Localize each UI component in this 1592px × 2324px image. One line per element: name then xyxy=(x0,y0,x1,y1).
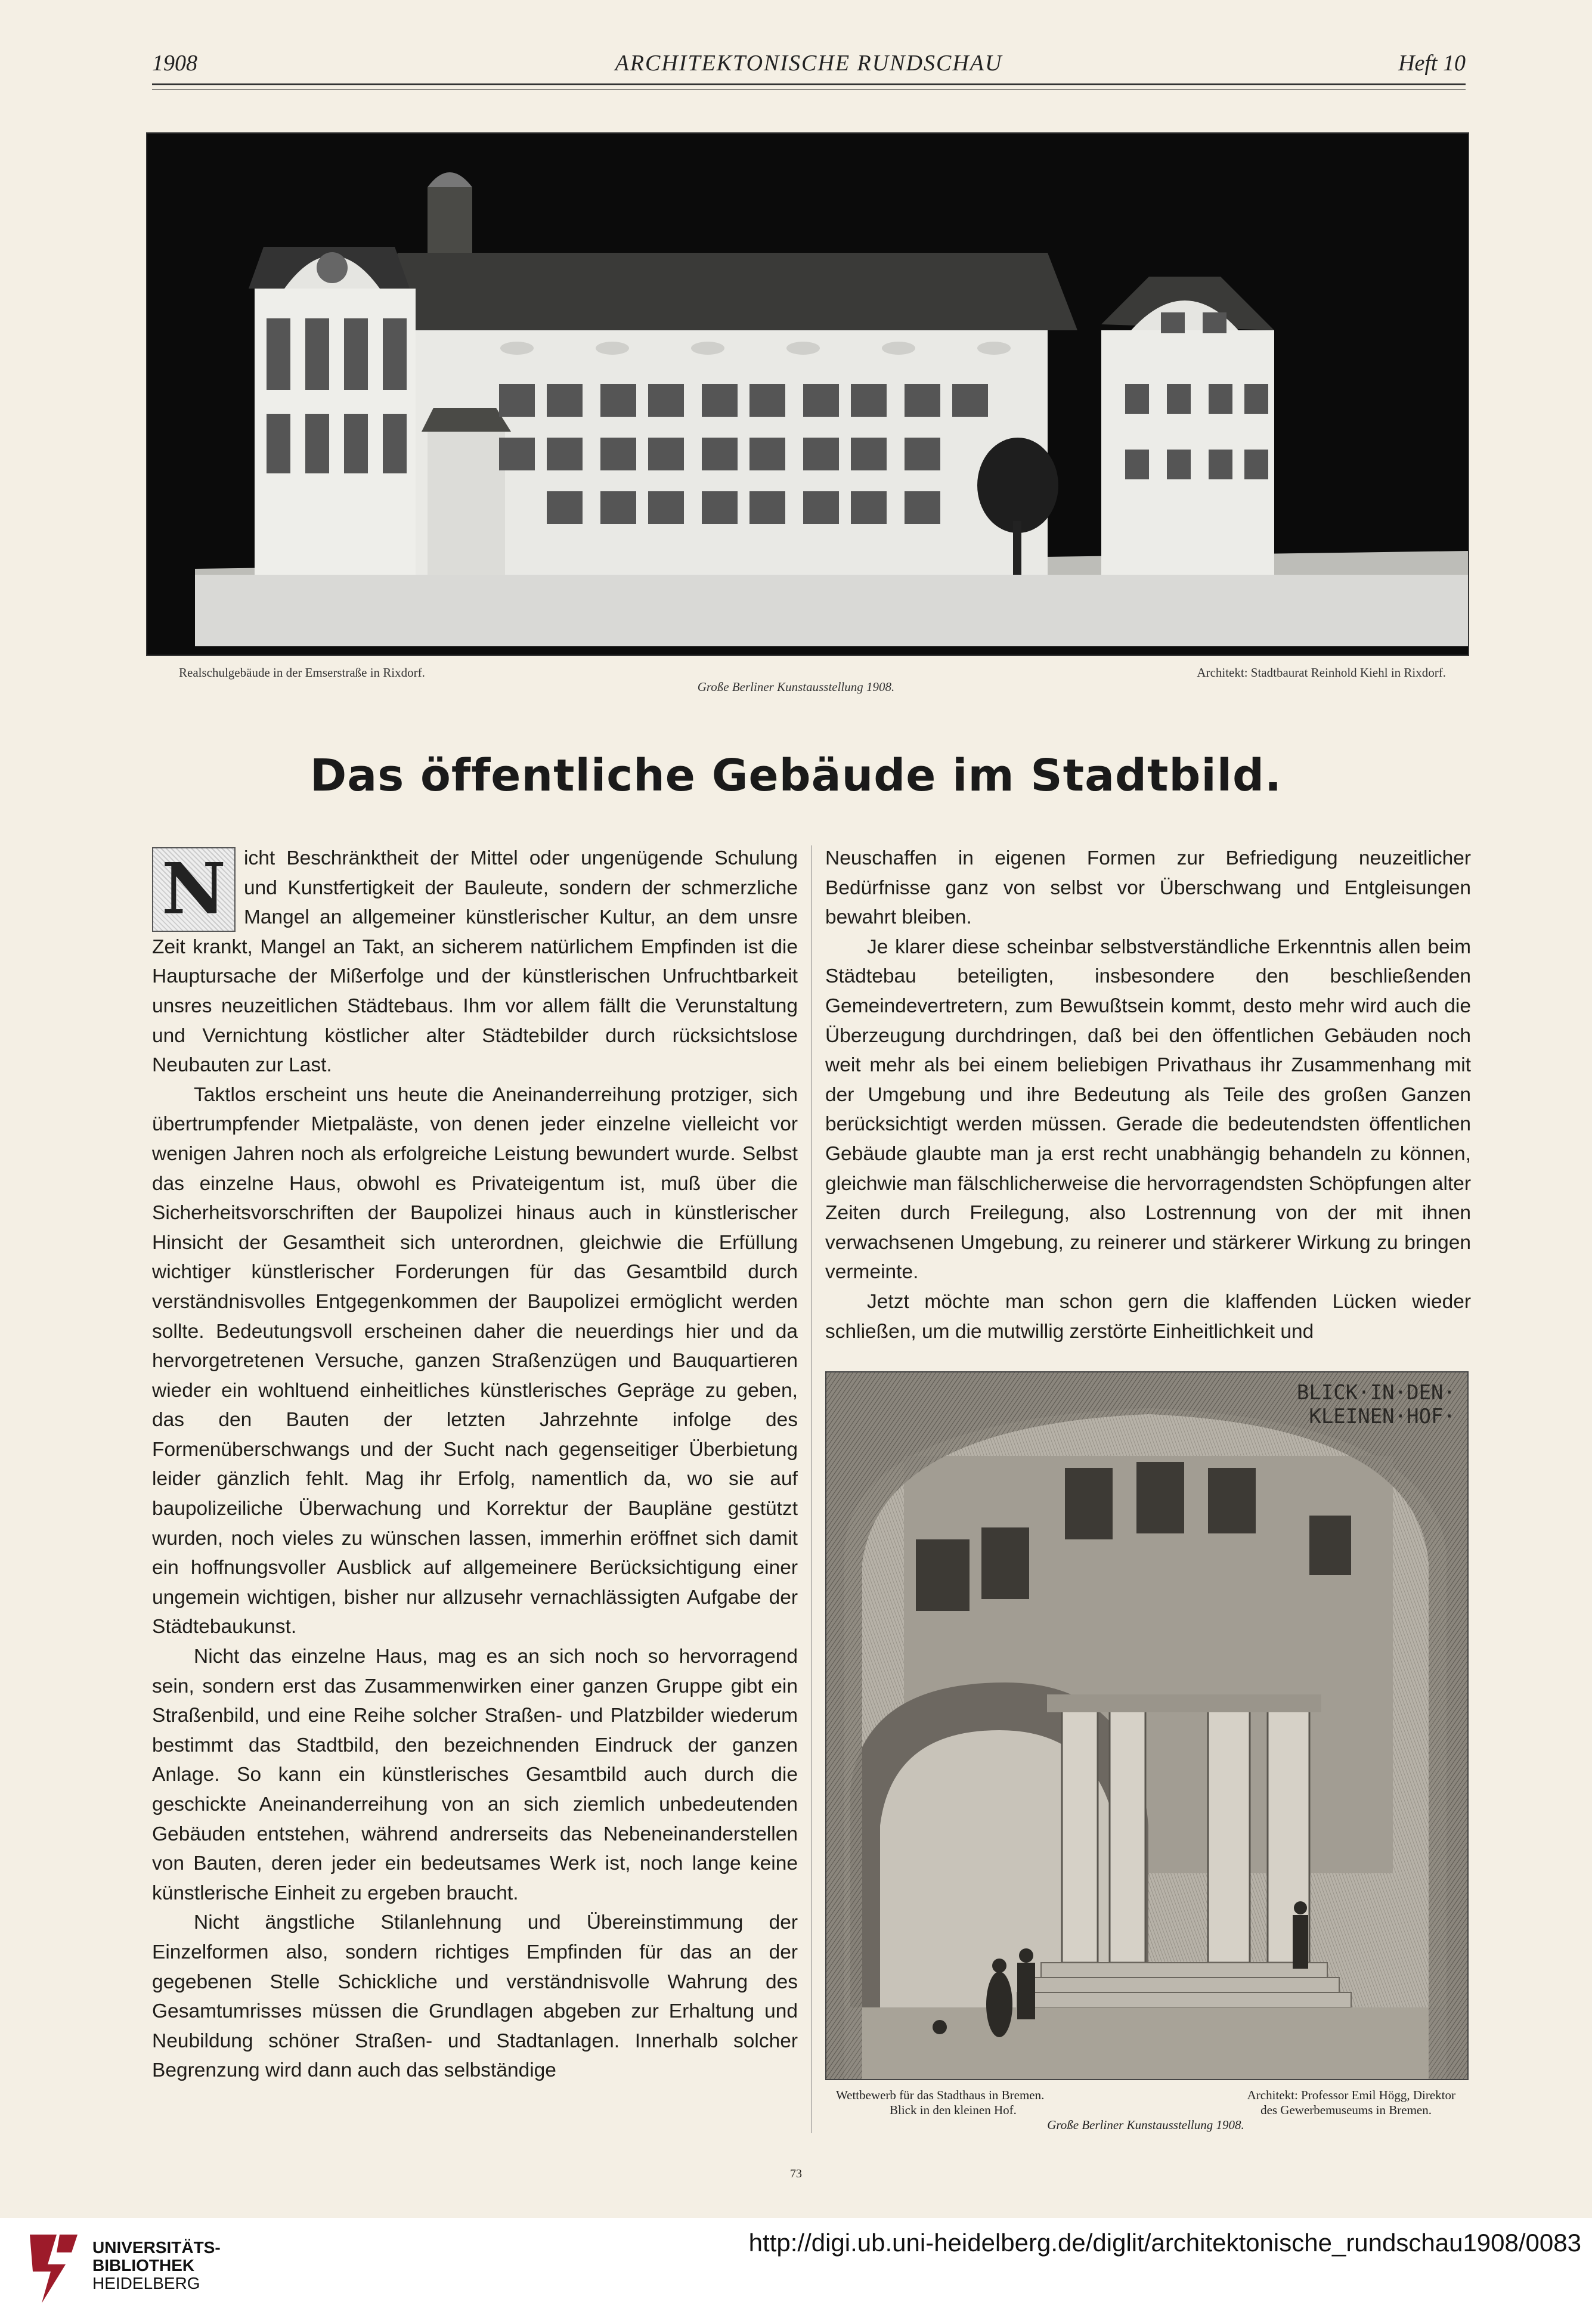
figure-courtyard-drawing xyxy=(825,1371,1469,2080)
page-number: 73 xyxy=(790,2167,802,2180)
figure2-caption-left2: Blick in den kleinen Hof. xyxy=(890,2103,1017,2117)
library-name xyxy=(92,2239,221,2292)
header-rule xyxy=(152,83,1466,85)
figure1-caption-left: Realschulgebäude in der Emserstraße in Rixdorf. xyxy=(179,665,425,680)
column-divider xyxy=(811,845,812,2133)
library-logo-icon xyxy=(24,2229,83,2306)
paragraph: Je klarer diese scheinbar selbstverständliche Erkenntnis allen beim Städtebau beteiligten, insbesondere den beschließenden Gemeindevertretern, zum Bewußtsein kommt, desto mehr wird auch die Überzeugung durchdringen, daß bei den öffentlichen Gebäuden noch weit mehr als bei einem beliebigen Privathaus ihr Zusammenhang mit der Umgebung und ihre Bedeutung als Teile des großen Ganzen berücksichtigt werden müssen. Gerade die bedeutendsten öffentlichen Gebäude glaubte man ja erst recht unabhängig behandeln zu können, gleichwie man fälschlicherweise die hervorragendsten Schöpfungen alter Zeiten durch Freilegung, also Lostrennung von der mit ihnen verwachsenen Umgebung, zu reinerer und stärkerer Wirkung zu bringen vermeinte. xyxy=(825,935,1471,1284)
article-title: Das öffentliche Gebäude im Stadtbild. xyxy=(309,750,1283,801)
left-column xyxy=(152,844,798,2086)
figure1-caption-right: Architekt: Stadtbaurat Reinhold Kiehl in Rixdorf. xyxy=(1197,665,1446,680)
right-column xyxy=(825,844,1471,1346)
dropcap-letter: N xyxy=(162,847,226,930)
header-issue: Heft 10 xyxy=(1398,51,1466,76)
source-url-link[interactable]: http://digi.ub.uni-heidelberg.de/diglit/architektonische_rundschau1908/0083 xyxy=(748,2229,1581,2257)
courtyard-illustration xyxy=(826,1372,1467,2079)
figure2-caption-center: Große Berliner Kunstausstellung 1908. xyxy=(1047,2118,1244,2132)
paragraph: Nicht das einzelne Haus, mag es an sich noch so hervorragend sein, sondern erst das Zusammenwirken einer ganzen Gruppe gibt ein Straßenbild, und eine Reihe solcher Straßen- und Platzbilder wiederum bestimmt das Stadtbild, den bezeichnenden Eindruck der ganzen Anlage. So kann ein künstlerisches Gesamtbild auch durch die geschickte Aneinanderreihung von an sich ziemlich unbedeutenden Gebäuden entstehen, während andrerseits das Nebeneinanderstellen von Bauten, deren jeder ein bedeutsames Werk ist, noch lange keine künstlerische Einheit zu ergeben braucht. xyxy=(152,1646,798,1904)
paragraph: icht Beschränktheit der Mittel oder ungenügende Schulung und Kunstfertigkeit der Bauleute, sondern der schmerzliche Mangel an allgemeiner künstlerischer Kultur, an dem unsre Zeit krankt, Mangel an Takt, an sicherem natürlichem Empfinden ist die Hauptursache der Mißerfolge und der künstlerischen Unfruchtbarkeit unsres neuzeitlichen Städtebaus. Ihm vor allem fällt die Verunstaltung und Vernichtung köstlicher alter Städtebilder durch rücksichtslose Neubauten zur Last. xyxy=(152,847,798,1077)
figure-school-building-photo xyxy=(146,132,1469,656)
figure2-caption xyxy=(825,2088,1466,2133)
running-header xyxy=(152,48,1466,85)
library-line-1: UNIVERSITÄTS- xyxy=(92,2238,221,2257)
school-building-illustration xyxy=(147,134,1468,655)
header-rule-thin xyxy=(152,89,1466,90)
library-line-3: HEIDELBERG xyxy=(92,2274,200,2292)
library-line-2: BIBLIOTHEK xyxy=(92,2256,195,2275)
header-journal: ARCHITEKTONISCHE RUNDSCHAU xyxy=(615,51,1003,76)
header-year: 1908 xyxy=(152,51,197,76)
inscription-line-1: BLICK·IN·DEN· xyxy=(1296,1381,1455,1405)
paragraph: Jetzt möchte man schon gern die klaffenden Lücken wieder schließen, um die mutwillig zerstörte Einheitlichkeit und xyxy=(825,1290,1471,1343)
figure2-caption-right1: Architekt: Professor Emil Högg, Direktor xyxy=(1247,2088,1455,2102)
inscription-line-2: KLEINEN·HOF· xyxy=(1309,1405,1455,1429)
paragraph: Nicht ängstliche Stilanlehnung und Übereinstimmung der Einzelformen also, sondern richtiges Empfinden für das an der gegebenen Stelle Schickliche und verständnisvolle Wahrung des Gesamtumrisses müssen die Grundlagen abgeben zur Erhaltung und Neubildung schöner Straßen- und Stadtanlagen. Innerhalb solcher Begrenzung wird dann auch das selbständige xyxy=(152,1911,798,2082)
figure1-caption-center: Große Berliner Kunstausstellung 1908. xyxy=(697,680,895,694)
paragraph: Taktlos erscheint uns heute die Aneinanderreihung protziger, sich übertrumpfender Mietpaläste, von denen jeder einzelne vielleicht vor wenigen Jahren noch als erfolgreiche Leistung bewundert wurde. Selbst das einzelne Haus, obwohl es Privateigentum ist, muß über die Sicherheitsvorschriften der Baupolizei hinaus auch in künstlerischer Hinsicht der Gesamtheit sich unterordnen, gleichwie die Erfüllung wichtiger künstlerischer Forderungen für das Gesamtbild durch verständnisvolles Entgegenkommen der Baupolizei ermöglicht werden sollte. Bedeutungsvoll erscheinen daher die neuerdings hier und da hervorgetretenen Versuche, ganzen Straßenzügen und Bauquartieren wieder ein wohltuend einheitliches künstlerisches Gepräge zu geben, das den Bauten der letzten Jahrzehnte infolge des Formenüberschwangs und der Sucht nach gegenseitiger Überbietung leider gänzlich fehlt. Mag ihr Erfolg, namentlich da, wo sie auf baupolizeiliche Überwachung und Korrektur der Baupläne gestützt wurden, noch vieles zu wünschen lassen, immerhin eröffnet sich damit ein hoffnungsvoller Ausblick auf allgemeinere Berücksichtigung einer ungemein wichtigen, bisher nur allzusehr vernachlässigten Aufgabe der Städtebaukunst. xyxy=(152,1083,798,1638)
figure2-caption-right2: des Gewerbemuseums in Bremen. xyxy=(1260,2103,1432,2117)
paragraph: Neuschaffen in eigenen Formen zur Befriedigung neuzeitlicher Bedürfnisse ganz von selbst vor Überschwang und Entgleisungen bewahrt bleiben. xyxy=(825,847,1471,929)
figure2-caption-left1: Wettbewerb für das Stadthaus in Bremen. xyxy=(836,2088,1045,2102)
dropcap-initial xyxy=(152,847,236,932)
